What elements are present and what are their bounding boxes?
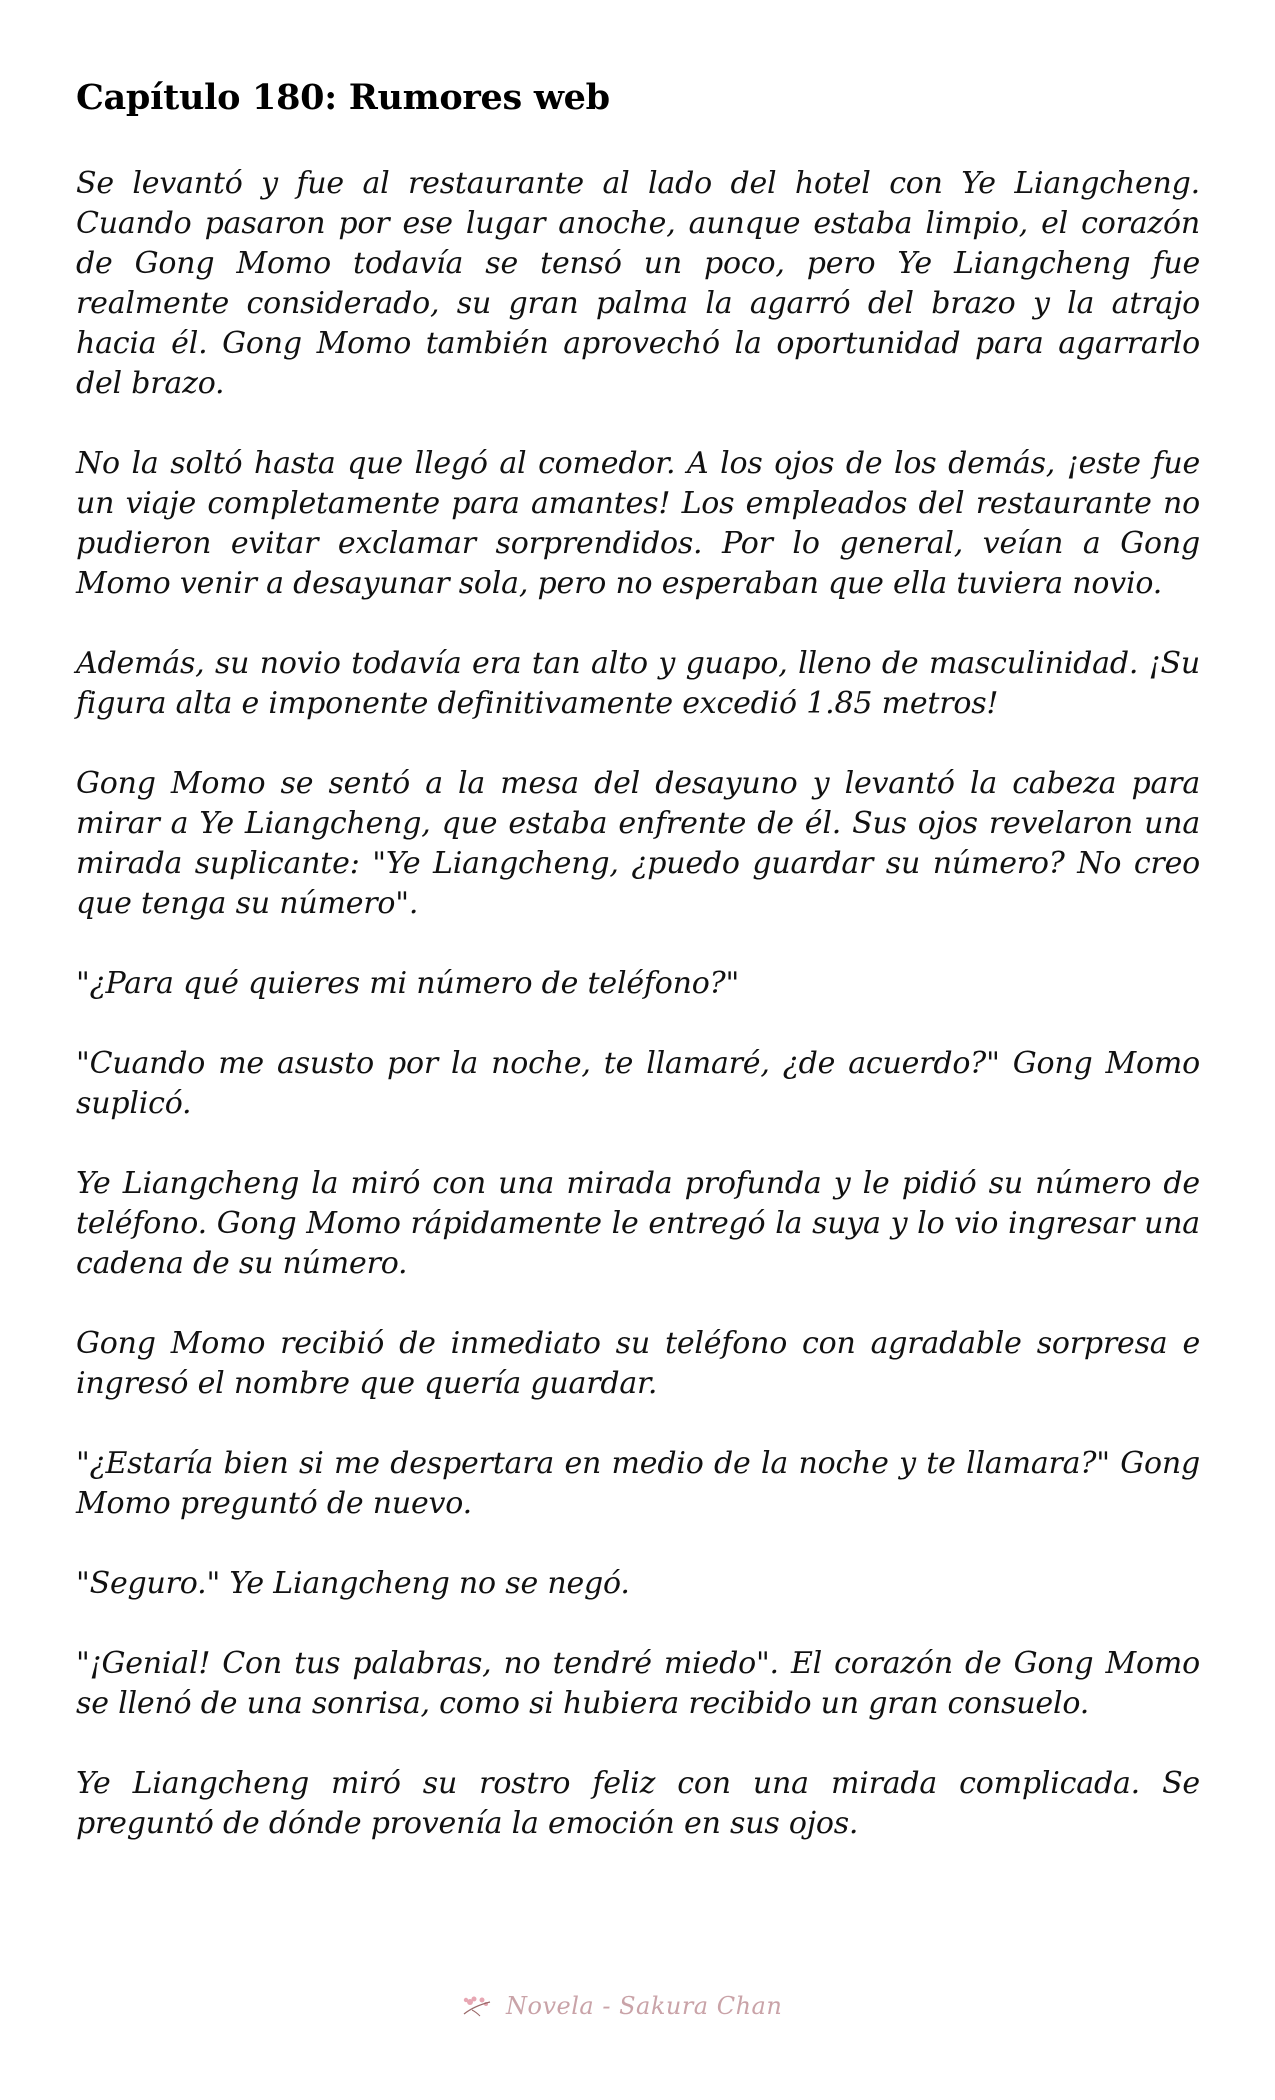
watermark <box>460 1992 782 2020</box>
paragraph: Se levantó y fue al restaurante al lado del hotel con Ye Liangcheng. Cuando pasaron por ese lugar anoche, aunque estaba limpio, el corazón de Gong Momo todavía se tensó un poco, pero Ye Liangcheng fue realmente considerado, su gran palma la agarró del brazo y la atrajo hacia él. Gong Momo también aprovechó la oportunidad para agarrarlo del brazo. <box>76 166 1200 401</box>
paragraph: "Seguro." Ye Liangcheng no se negó. <box>76 1566 630 1601</box>
paragraph: "¡Genial! Con tus palabras, no tendré miedo". El corazón de Gong Momo se llenó de una sonrisa, como si hubiera recibido un gran consuelo. <box>76 1646 1200 1721</box>
paragraph: No la soltó hasta que llegó al comedor. A los ojos de los demás, ¡este fue un viaje completamente para amantes! Los empleados del restaurante no pudieron evitar exclamar sorprendidos. Por lo general, veían a Gong Momo venir a desayunar sola, pero no esperaban que ella tuviera novio. <box>76 446 1200 601</box>
paragraph: Gong Momo se sentó a la mesa del desayuno y levantó la cabeza para mirar a Ye Liangcheng, que estaba enfrente de él. Sus ojos revelaron una mirada suplicante: "Ye Liangcheng, ¿puedo guardar su número? No creo que tenga su número". <box>76 766 1200 921</box>
paragraph: Además, su novio todavía era tan alto y guapo, lleno de masculinidad. ¡Su figura alta e imponente definitivamente excedió 1.85 metros! <box>76 646 1200 721</box>
paragraph: Ye Liangcheng la miró con una mirada profunda y le pidió su número de teléfono. Gong Momo rápidamente le entregó la suya y lo vio ingresar una cadena de su número. <box>76 1166 1200 1281</box>
paragraph: "¿Para qué quieres mi número de teléfono?" <box>76 966 740 1001</box>
cherry-blossom-icon <box>460 1992 500 2020</box>
paragraph: "¿Estaría bien si me despertara en medio de la noche y te llamara?" Gong Momo preguntó de nuevo. <box>76 1446 1200 1521</box>
watermark-text: Novela - Sakura Chan <box>506 1992 783 2020</box>
chapter-title: Capítulo 180: Rumores web <box>76 77 610 118</box>
paragraph: Gong Momo recibió de inmediato su teléfono con agradable sorpresa e ingresó el nombre que quería guardar. <box>76 1326 1200 1401</box>
chapter-page <box>76 76 1200 1884</box>
paragraph: "Cuando me asusto por la noche, te llamaré, ¿de acuerdo?" Gong Momo suplicó. <box>76 1046 1200 1121</box>
paragraph: Ye Liangcheng miró su rostro feliz con una mirada complicada. Se preguntó de dónde provenía la emoción en sus ojos. <box>76 1766 1200 1841</box>
